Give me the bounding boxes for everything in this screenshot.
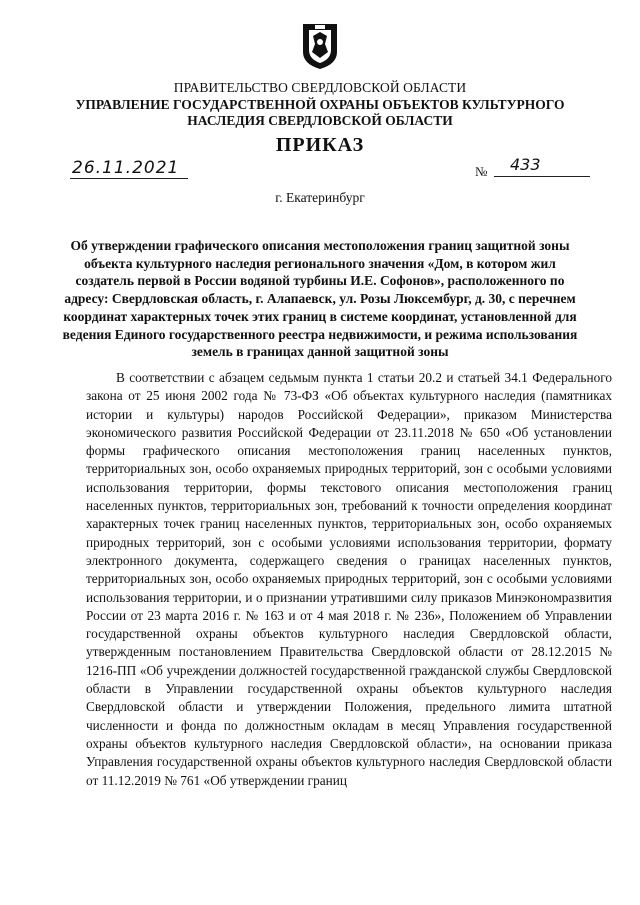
order-number: 433 xyxy=(510,155,541,174)
body-paragraph: В соответствии с абзацем седьмым пункта 1 статьи 20.2 и статьей 34.1 Федерального закона от 25 июня 2002 года № 73-ФЗ «Об объектах культурного наследия (памятниках истории и культуры) народов Российской Федерации», приказом Министерства экономического развития Российской Федерации от 23.11.2018 № 650 «Об установлении формы графического описания местоположения границ населенных пунктов, территориальных зон, особо охраняемых природных территорий, зон с особыми условиями использования территории, формы текстового описания местоположения границ населенных пунктов, территориальных зон, требований к точности определения координат характерных точек границ населенных пунктов, территориальных зон, особо охраняемых природных территорий, зон с особыми условиями использования территории, формату электронного документа, содержащего сведения о границах населенных пунктов, территориальных зон, особо охраняемых природных территорий, зон с особыми условиями использования территории, и о признании утратившими силу приказов Минэкономразвития России от 23 марта 2016 г. № 163 и от 4 мая 2018 г. № 236», Положением об Управлении государственной охраны объектов культурного наследия Свердловской области, утвержденным постановлением Правительства Свердловской области от 28.12.2015 № 1216-ПП «Об учреждении должностей государственной гражданской службы Свердловской области в Управлении государственной охраны объектов культурного наследия Свердловской области и утверждении Положения, предельного лимита штатной численности и фонда по должностным окладам в месяц Управления государственной охраны объектов культурного наследия Свердловской области», на основании приказа Управления государственной охраны объектов культурного наследия Свердловской области от 11.12.2019 № 761 «Об утверждении границ xyxy=(86,370,612,788)
date-underline xyxy=(70,178,188,179)
coat-of-arms-icon xyxy=(301,22,339,70)
order-heading: Об утверждении графического описания местоположения границ защитной зоны объекта культурного наследия регионального значения «Дом, в котором жил создатель первой в России водяной турбины И.Е. Софонов», расположенного по адресу: Свердловская область, г. Алапаевск, ул. Розы Люксембург, д. 30, с перечнем координат характерных точек этих границ в системе координат, установленной для ведения Единого государственного реестра недвижимости, и режима использования земель в границах данной защитной зоны xyxy=(62,238,578,360)
number-underline xyxy=(494,176,590,177)
document-type: ПРИКАЗ xyxy=(275,134,365,156)
department-name: УПРАВЛЕНИЕ ГОСУДАРСТВЕННОЙ ОХРАНЫ ОБЪЕКТОВ КУЛЬТУРНОГО НАСЛЕДИЯ СВЕРДЛОВСКОЙ ОБЛАСТИ xyxy=(75,97,565,128)
order-date: 26.11.2021 xyxy=(72,158,180,178)
government-name: ПРАВИТЕЛЬСТВО СВЕРДЛОВСКОЙ ОБЛАСТИ xyxy=(173,80,467,95)
city: г. Екатеринбург xyxy=(275,190,365,205)
number-label: № xyxy=(475,164,488,179)
order-body xyxy=(86,369,612,790)
